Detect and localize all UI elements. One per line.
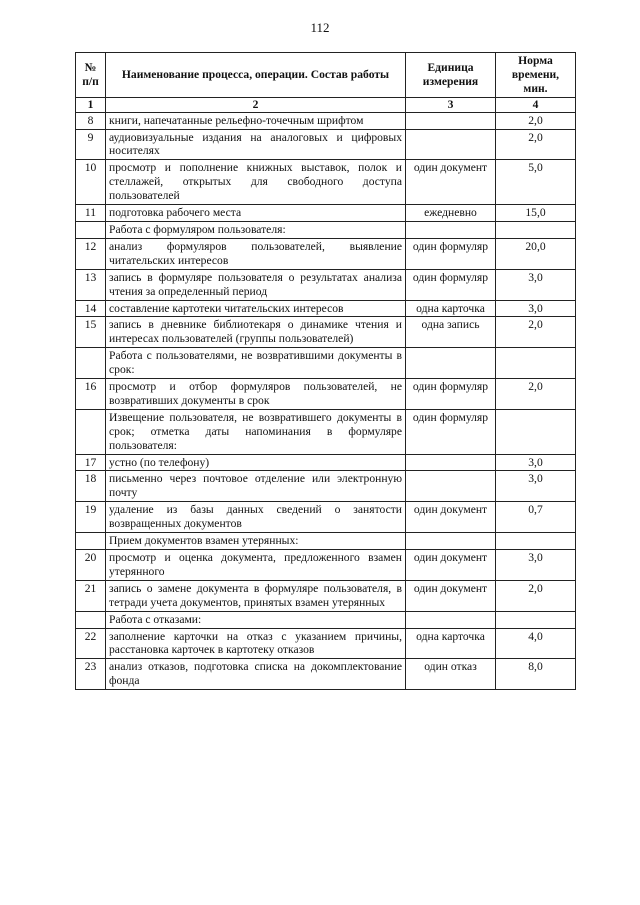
row-operation: анализ отказов, подготовка списка на докомплектование фонда [106, 659, 406, 690]
row-number [76, 611, 106, 628]
row-norm: 8,0 [496, 659, 576, 690]
row-number: 21 [76, 580, 106, 611]
header-unit: Единица измерения [406, 53, 496, 98]
row-norm: 20,0 [496, 238, 576, 269]
table-row [76, 502, 576, 533]
column-index: 2 [106, 97, 406, 112]
row-unit [406, 112, 496, 129]
row-norm: 2,0 [496, 379, 576, 410]
row-operation: удаление из базы данных сведений о занятости возвращенных документов [106, 502, 406, 533]
table-row [76, 550, 576, 581]
row-norm: 15,0 [496, 205, 576, 222]
row-unit: один отказ [406, 659, 496, 690]
row-unit [406, 454, 496, 471]
table-row [76, 317, 576, 348]
row-unit [406, 221, 496, 238]
table-row [76, 659, 576, 690]
table-row [76, 269, 576, 300]
row-norm [496, 348, 576, 379]
row-unit: один формуляр [406, 379, 496, 410]
section-row [76, 611, 576, 628]
row-operation: Работа с пользователями, не возвратившими документы в срок: [106, 348, 406, 379]
row-unit: один документ [406, 160, 496, 205]
row-unit: ежедневно [406, 205, 496, 222]
row-norm: 3,0 [496, 269, 576, 300]
section-row [76, 348, 576, 379]
row-number: 18 [76, 471, 106, 502]
row-operation: книги, напечатанные рельефно-точечным шрифтом [106, 112, 406, 129]
section-row [76, 221, 576, 238]
table-row [76, 471, 576, 502]
row-norm [496, 409, 576, 454]
row-number: 23 [76, 659, 106, 690]
row-unit: одна карточка [406, 628, 496, 659]
header-name: Наименование процесса, операции. Состав работы [106, 53, 406, 98]
column-index-row [76, 97, 576, 112]
row-number [76, 221, 106, 238]
section-row [76, 409, 576, 454]
row-operation: подготовка рабочего места [106, 205, 406, 222]
row-operation: заполнение карточки на отказ с указанием причины, расстановка карточек в картотеку отказов [106, 628, 406, 659]
row-number [76, 409, 106, 454]
header-num: № п/п [76, 53, 106, 98]
row-norm: 3,0 [496, 300, 576, 317]
row-number [76, 348, 106, 379]
row-unit: один формуляр [406, 269, 496, 300]
row-number: 15 [76, 317, 106, 348]
row-operation: Извещение пользователя, не возвратившего документы в срок; отметка даты напоминания в формуляре пользователя: [106, 409, 406, 454]
row-norm [496, 221, 576, 238]
row-operation: составление картотеки читательских интересов [106, 300, 406, 317]
table-row [76, 628, 576, 659]
row-operation: устно (по телефону) [106, 454, 406, 471]
row-unit: одна карточка [406, 300, 496, 317]
row-unit [406, 129, 496, 160]
row-number: 13 [76, 269, 106, 300]
row-number: 12 [76, 238, 106, 269]
section-row [76, 533, 576, 550]
row-norm [496, 533, 576, 550]
norms-table [75, 52, 576, 690]
row-number: 14 [76, 300, 106, 317]
row-operation: запись в формуляре пользователя о результатах анализа чтения за определенный период [106, 269, 406, 300]
row-unit: одна запись [406, 317, 496, 348]
table-row [76, 129, 576, 160]
row-operation: Прием документов взамен утерянных: [106, 533, 406, 550]
column-index: 1 [76, 97, 106, 112]
row-norm: 3,0 [496, 454, 576, 471]
row-norm: 0,7 [496, 502, 576, 533]
row-norm: 2,0 [496, 580, 576, 611]
row-norm: 2,0 [496, 112, 576, 129]
table-row [76, 205, 576, 222]
table-row [76, 454, 576, 471]
row-norm: 3,0 [496, 550, 576, 581]
row-operation: анализ формуляров пользователей, выявление читательских интересов [106, 238, 406, 269]
page-number: 112 [310, 20, 330, 35]
row-operation: письменно через почтовое отделение или электронную почту [106, 471, 406, 502]
row-norm: 4,0 [496, 628, 576, 659]
row-norm: 2,0 [496, 317, 576, 348]
row-number: 11 [76, 205, 106, 222]
row-number: 8 [76, 112, 106, 129]
table-row [76, 112, 576, 129]
row-norm: 2,0 [496, 129, 576, 160]
row-operation: аудиовизуальные издания на аналоговых и цифровых носителях [106, 129, 406, 160]
row-operation: запись о замене документа в формуляре пользователя, в тетради учета документов, принятых взамен утерянных [106, 580, 406, 611]
row-operation: просмотр и пополнение книжных выставок, полок и стеллажей, открытых для свободного доступа пользователей [106, 160, 406, 205]
row-operation: Работа с отказами: [106, 611, 406, 628]
table-row [76, 580, 576, 611]
header-row [76, 53, 576, 98]
row-number: 9 [76, 129, 106, 160]
row-unit: один формуляр [406, 238, 496, 269]
row-norm: 3,0 [496, 471, 576, 502]
row-number: 19 [76, 502, 106, 533]
row-unit [406, 533, 496, 550]
row-unit: один документ [406, 550, 496, 581]
row-operation: просмотр и оценка документа, предложенного взамен утерянного [106, 550, 406, 581]
column-index: 3 [406, 97, 496, 112]
header-norm: Норма времени, мин. [496, 53, 576, 98]
row-operation: Работа с формуляром пользователя: [106, 221, 406, 238]
table-row [76, 160, 576, 205]
table-row [76, 300, 576, 317]
table-row [76, 238, 576, 269]
row-operation: запись в дневнике библиотекаря о динамике чтения и интересах пользователей (группы пользователей) [106, 317, 406, 348]
row-number [76, 533, 106, 550]
row-unit: один документ [406, 580, 496, 611]
row-unit [406, 348, 496, 379]
row-norm: 5,0 [496, 160, 576, 205]
row-unit [406, 611, 496, 628]
row-unit: один документ [406, 502, 496, 533]
row-number: 16 [76, 379, 106, 410]
row-unit: один формуляр [406, 409, 496, 454]
row-number: 22 [76, 628, 106, 659]
row-norm [496, 611, 576, 628]
row-operation: просмотр и отбор формуляров пользователей, не возвративших документы в срок [106, 379, 406, 410]
row-unit [406, 471, 496, 502]
row-number: 10 [76, 160, 106, 205]
row-number: 17 [76, 454, 106, 471]
row-number: 20 [76, 550, 106, 581]
table-row [76, 379, 576, 410]
column-index: 4 [496, 97, 576, 112]
